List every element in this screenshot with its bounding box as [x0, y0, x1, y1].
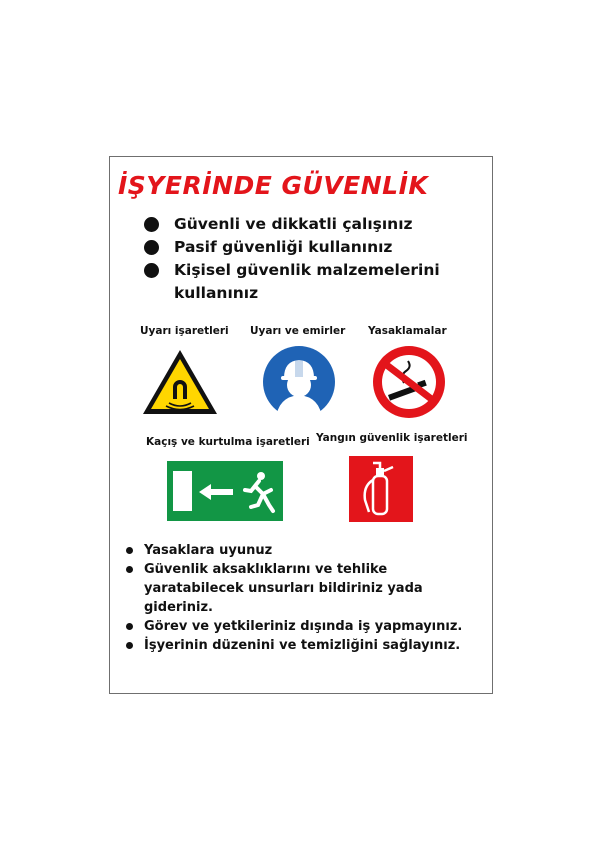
mandatory-signs-caption: Uyarı ve emirler — [250, 325, 346, 337]
hard-hat-icon — [262, 345, 336, 419]
warning-signs-caption: Uyarı işaretleri — [140, 325, 229, 337]
extra-rule-item: Görev ve yetkileriniz dışında iş yapmayınız. — [126, 617, 486, 636]
main-rule-item: Pasif güvenliği kullanınız — [144, 236, 474, 259]
extra-rule-item: İşyerinin düzenini ve temizliğini sağlayınız. — [126, 636, 486, 655]
extra-rule-item: Güvenlik aksaklıklarını ve tehlike yaratabilecek unsurları bildiriniz yada gideriniz. — [126, 560, 486, 617]
bullet-icon — [126, 623, 133, 630]
no-smoking-icon — [372, 345, 446, 419]
bullet-icon — [126, 547, 133, 554]
main-rule-item: Güvenli ve dikkatli çalışınız — [144, 213, 474, 236]
sign-title: İŞYERİNDE GÜVENLİK — [118, 171, 429, 200]
main-rule-item: Kişisel güvenlik malzemelerini kullanınız — [144, 259, 474, 305]
bullet-icon — [126, 566, 133, 573]
bullet-icon — [144, 263, 159, 278]
escape-signs-caption: Kaçış ve kurtulma işaretleri — [146, 436, 310, 448]
fire-signs-caption: Yangın güvenlik işaretleri — [316, 432, 468, 444]
running-man-exit-icon — [167, 461, 283, 521]
extra-rule-item: Yasaklara uyunuz — [126, 541, 486, 560]
extra-rules-list — [126, 541, 486, 655]
bullet-icon — [144, 240, 159, 255]
bullet-icon — [144, 217, 159, 232]
prohibition-signs-caption: Yasaklamalar — [368, 325, 447, 337]
magnet-warning-icon — [140, 347, 220, 417]
main-rules-list — [144, 213, 474, 305]
fire-extinguisher-icon — [349, 456, 413, 522]
safety-sign — [109, 156, 493, 694]
bullet-icon — [126, 642, 133, 649]
